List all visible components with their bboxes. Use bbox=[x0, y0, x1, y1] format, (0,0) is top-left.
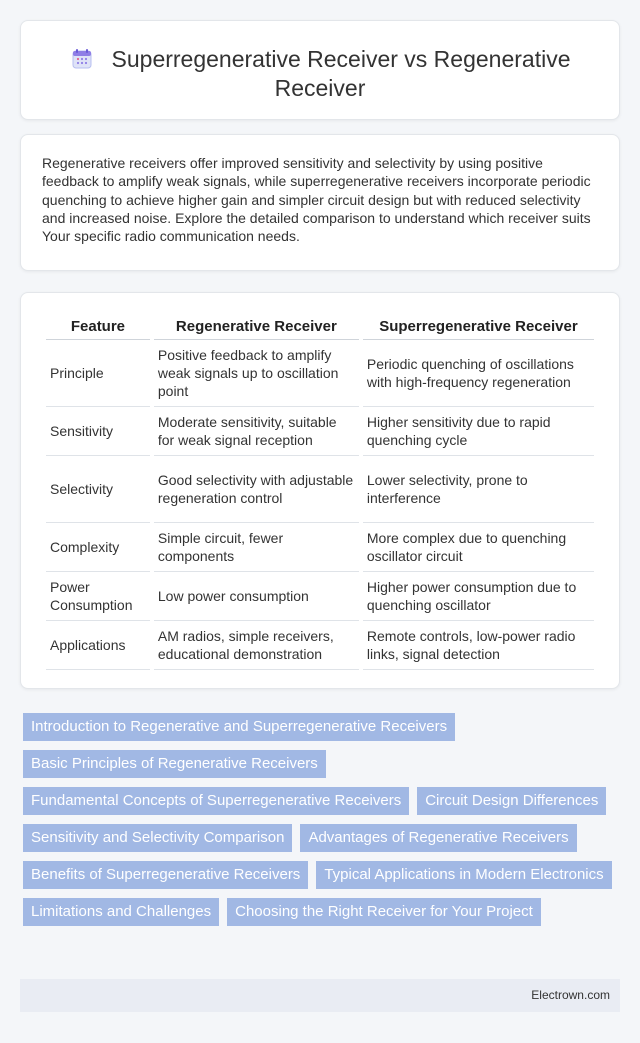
page-title-text: Superregenerative Receiver vs Regenerative Receiver bbox=[111, 46, 571, 101]
topic-tag-advantages[interactable]: Advantages of Regenerative Receivers bbox=[300, 824, 576, 852]
feature-cell: Sensitivity bbox=[46, 407, 150, 456]
table-header-row bbox=[46, 314, 594, 340]
superregenerative-cell: Higher sensitivity due to rapid quenching cycle bbox=[363, 407, 594, 456]
calendar-icon bbox=[70, 47, 94, 71]
superregenerative-cell: Lower selectivity, prone to interference bbox=[363, 456, 594, 523]
table-row bbox=[46, 572, 594, 621]
regenerative-cell: Good selectivity with adjustable regeneration control bbox=[154, 456, 359, 523]
regenerative-cell: AM radios, simple receivers, educational demonstration bbox=[154, 621, 359, 670]
superregenerative-cell: Periodic quenching of oscillations with high-frequency regeneration bbox=[363, 340, 594, 407]
topic-tag-choosing[interactable]: Choosing the Right Receiver for Your Project bbox=[227, 898, 541, 926]
topic-tag-circuit-design[interactable]: Circuit Design Differences bbox=[417, 787, 606, 815]
topic-tag-introduction[interactable]: Introduction to Regenerative and Superregenerative Receivers bbox=[23, 713, 455, 741]
regenerative-cell: Moderate sensitivity, suitable for weak signal reception bbox=[154, 407, 359, 456]
footer-site-name: Electrown.com bbox=[531, 988, 610, 1002]
column-header-regenerative: Regenerative Receiver bbox=[154, 314, 359, 340]
table-row bbox=[46, 456, 594, 523]
topic-tag-benefits[interactable]: Benefits of Superregenerative Receivers bbox=[23, 861, 308, 889]
topic-tag-basic-principles[interactable]: Basic Principles of Regenerative Receivers bbox=[23, 750, 326, 778]
footer bbox=[20, 979, 620, 1012]
regenerative-cell: Positive feedback to amplify weak signals up to oscillation point bbox=[154, 340, 359, 407]
comparison-table bbox=[42, 314, 598, 670]
feature-cell: Power Consumption bbox=[46, 572, 150, 621]
regenerative-cell: Low power consumption bbox=[154, 572, 359, 621]
feature-cell: Applications bbox=[46, 621, 150, 670]
column-header-superregenerative: Superregenerative Receiver bbox=[363, 314, 594, 340]
page-title bbox=[21, 45, 619, 103]
superregenerative-cell: More complex due to quenching oscillator circuit bbox=[363, 523, 594, 572]
title-card bbox=[20, 20, 620, 120]
superregenerative-cell: Higher power consumption due to quenching oscillator bbox=[363, 572, 594, 621]
feature-cell: Principle bbox=[46, 340, 150, 407]
regenerative-cell: Simple circuit, fewer components bbox=[154, 523, 359, 572]
feature-cell: Selectivity bbox=[46, 456, 150, 523]
table-row bbox=[46, 407, 594, 456]
table-row bbox=[46, 340, 594, 407]
topic-tag-applications[interactable]: Typical Applications in Modern Electronics bbox=[316, 861, 611, 889]
table-row bbox=[46, 523, 594, 572]
superregenerative-cell: Remote controls, low-power radio links, signal detection bbox=[363, 621, 594, 670]
topic-tags bbox=[23, 713, 619, 926]
intro-card bbox=[20, 134, 620, 271]
comparison-table-card bbox=[20, 292, 620, 689]
feature-cell: Complexity bbox=[46, 523, 150, 572]
table-row bbox=[46, 621, 594, 670]
column-header-feature: Feature bbox=[46, 314, 150, 340]
intro-paragraph: Regenerative receivers offer improved sensitivity and selectivity by using positive feedback to amplify weak signals, while superregenerative receivers incorporate periodic quenching to achieve higher gain and simpler circuit design but with reduced selectivity and increased noise. Explore the detailed comparison to understand which receiver suits Your specific radio communication needs. bbox=[42, 155, 591, 245]
topic-tag-sensitivity-selectivity[interactable]: Sensitivity and Selectivity Comparison bbox=[23, 824, 292, 852]
topic-tag-fundamental-concepts[interactable]: Fundamental Concepts of Superregenerative Receivers bbox=[23, 787, 409, 815]
topic-tag-limitations[interactable]: Limitations and Challenges bbox=[23, 898, 219, 926]
